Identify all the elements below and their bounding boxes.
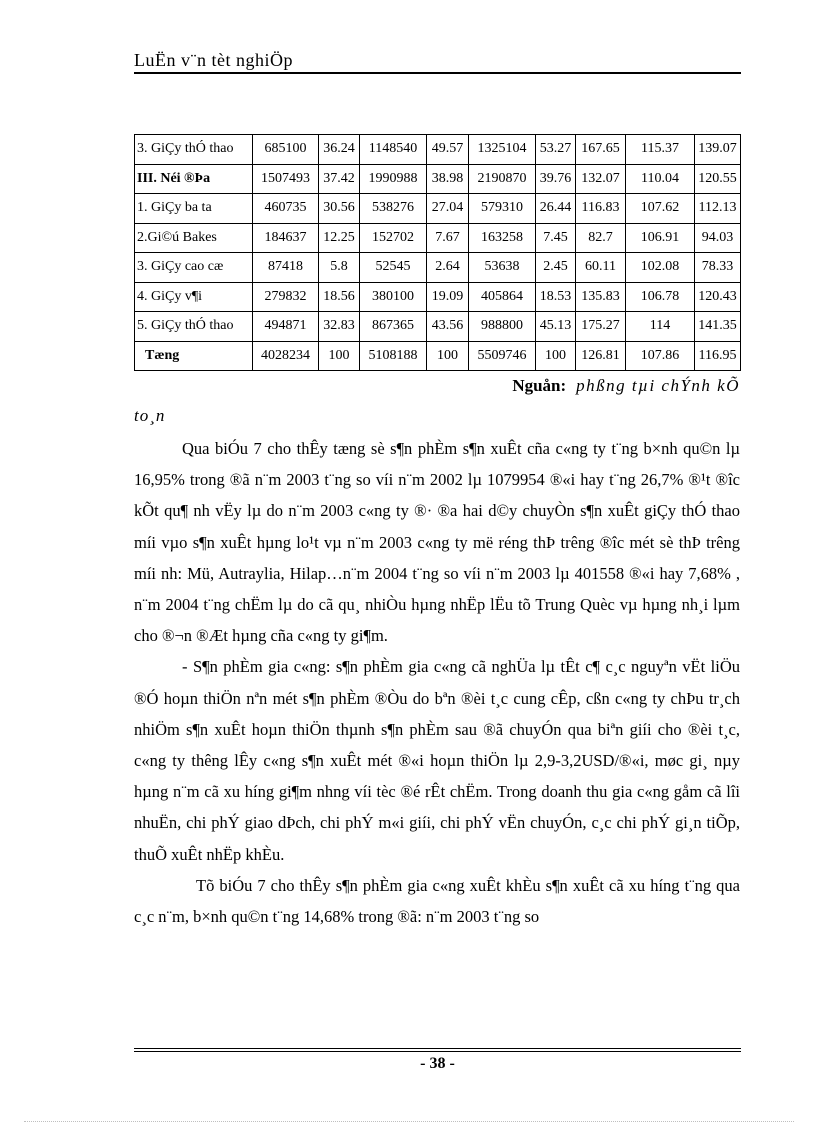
table-cell: 32.83 — [319, 312, 360, 342]
row-label: 1. GiÇy ba ta — [135, 194, 253, 224]
table-cell: 184637 — [253, 223, 319, 253]
row-label: 5. GiÇy thÓ thao — [135, 312, 253, 342]
table-cell: 7.45 — [536, 223, 576, 253]
paragraph: Tõ biÓu 7 cho thÊy s¶n phÈm gia c«ng xuÊt khÈu s¶n xuÊt cã xu híng t¨ng qua c¸c n¨m, b×nh qu©n t¨ng 14,68% trong ®ã: n¨m 2003 t¨ng so — [134, 875, 740, 927]
table-cell: 94.03 — [695, 223, 741, 253]
table-cell: 380100 — [360, 282, 427, 312]
table-cell: 102.08 — [626, 253, 695, 283]
table-cell: 460735 — [253, 194, 319, 224]
table-cell: 100 — [427, 341, 469, 371]
table-source — [134, 376, 740, 396]
page-number: - 38 - — [420, 1055, 455, 1072]
table-cell: 120.43 — [695, 282, 741, 312]
row-label: 2.Gi©ú Bakes — [135, 223, 253, 253]
table-cell: 53.27 — [536, 135, 576, 165]
table-cell: 175.27 — [576, 312, 626, 342]
table-cell: 112.13 — [695, 194, 741, 224]
row-label: 3. GiÇy thÓ thao — [135, 135, 253, 165]
table-cell: 135.83 — [576, 282, 626, 312]
table-row — [135, 135, 741, 165]
footer-rule — [134, 1051, 741, 1052]
table-cell: 107.86 — [626, 341, 695, 371]
table-cell: 12.25 — [319, 223, 360, 253]
table-cell: 60.11 — [576, 253, 626, 283]
table-cell: 1148540 — [360, 135, 427, 165]
source-label: Nguån: — [512, 376, 567, 395]
table-row — [135, 282, 741, 312]
footer-rule — [134, 1048, 741, 1049]
table-cell: 106.91 — [626, 223, 695, 253]
table-cell: 141.35 — [695, 312, 741, 342]
table-cell: 114 — [626, 312, 695, 342]
table-cell: 2.45 — [536, 253, 576, 283]
table-row — [135, 253, 741, 283]
table-cell: 36.24 — [319, 135, 360, 165]
row-label: Tæng — [135, 341, 253, 371]
table-cell: 115.37 — [626, 135, 695, 165]
table-cell: 163258 — [469, 223, 536, 253]
row-label: III. Néi ®Þa — [135, 164, 253, 194]
table-cell: 45.13 — [536, 312, 576, 342]
table-cell: 1990988 — [360, 164, 427, 194]
table-row — [135, 312, 741, 342]
table-cell: 139.07 — [695, 135, 741, 165]
table-cell: 38.98 — [427, 164, 469, 194]
table-cell: 49.57 — [427, 135, 469, 165]
table-cell: 82.7 — [576, 223, 626, 253]
table-cell: 2.64 — [427, 253, 469, 283]
row-label: 4. GiÇy v¶i — [135, 282, 253, 312]
table-cell: 579310 — [469, 194, 536, 224]
table-cell: 120.55 — [695, 164, 741, 194]
table-cell: 988800 — [469, 312, 536, 342]
table-cell: 18.56 — [319, 282, 360, 312]
table-cell: 30.56 — [319, 194, 360, 224]
table-cell: 106.78 — [626, 282, 695, 312]
table-cell: 18.53 — [536, 282, 576, 312]
table-cell: 1507493 — [253, 164, 319, 194]
table-cell: 43.56 — [427, 312, 469, 342]
paragraph: - S¶n phÈm gia c«ng: s¶n phÈm gia c«ng cã nghÜa lµ tÊt c¶ c¸c nguyªn vËt liÖu ®Ó hoµn thiÖn nªn mét s¶n phÈm ®Òu do bªn ®èi t¸c cung cÊp, cßn c«ng ty chÞu tr¸ch nhiÖm s¶n xuÊt hoµn thiÖn thµnh s¶n phÈm sau ®ã chuyÓn qua biªn giíi cho ®èi t¸c, c«ng ty thêng lÊy c«ng s¶n xuÊt mét ®«i hoµn thiÖn lµ 2,9-3,2USD/®«i, møc gi¸ nµy hµng n¨m cã xu híng gi¶m nhng víi tèc ®é rÊt chËm. Trong doanh thu gia c«ng gåm cã lîi nhuËn, chi phÝ giao dÞch, chi phÝ m«i giíi, chi phÝ vËn chuyÓn, c¸c chi phÝ gi¸n tiÕp, thuÕ xuÊt nhËp khÈu. — [134, 657, 740, 864]
table-row — [135, 194, 741, 224]
table-cell: 39.76 — [536, 164, 576, 194]
table-cell: 87418 — [253, 253, 319, 283]
table-cell: 1325104 — [469, 135, 536, 165]
table-cell: 5509746 — [469, 341, 536, 371]
table-cell: 53638 — [469, 253, 536, 283]
page-header-title: LuËn v¨n tèt nghiÖp — [134, 50, 293, 70]
paragraph: Qua biÓu 7 cho thÊy tæng sè s¶n phÈm s¶n xuÊt cña c«ng ty t¨ng b×nh qu©n lµ 16,95% trong ®ã n¨m 2003 t¨ng so víi n¨m 2002 lµ 1079954 ®«i hay t¨ng 26,7% ®¹t ®îc kÕt qu¶ nh vËy lµ do n¨m 2003 c«ng ty ®· ®a hai d©y chuyÒn s¶n xuÊt giÇy thÓ thao míi vµo s¶n xuÊt hµng lo¹t vµ n¨m 2003 c«ng ty më réng thÞ trêng ®îc mét sè thÞ trêng míi nh: Mü, Autraylia, Hilap…n¨m 2004 t¨ng so víi n¨m 2003 lµ 401558 ®«i hay 7,68% , n¨m 2004 t¨ng chËm lµ do cã qu¸ nhiÒu hµng nhËp lËu tõ Trung Quèc vµ hµng nh¸i lµm cho ®¬n ®Æt hµng cña c«ng ty gi¶m. — [134, 439, 740, 646]
table-cell: 5108188 — [360, 341, 427, 371]
header-rule — [134, 72, 741, 74]
table-row — [135, 164, 741, 194]
body-text — [134, 433, 740, 932]
table-cell: 110.04 — [626, 164, 695, 194]
table-cell: 279832 — [253, 282, 319, 312]
table-cell: 26.44 — [536, 194, 576, 224]
table-cell: 78.33 — [695, 253, 741, 283]
table-cell: 37.42 — [319, 164, 360, 194]
production-table — [134, 134, 741, 371]
table-cell: 494871 — [253, 312, 319, 342]
table-cell: 5.8 — [319, 253, 360, 283]
table-cell: 2190870 — [469, 164, 536, 194]
table-cell: 7.67 — [427, 223, 469, 253]
table-cell: 107.62 — [626, 194, 695, 224]
table-cell: 405864 — [469, 282, 536, 312]
source-text: phßng tµi chÝnh kÕ — [576, 376, 740, 395]
table-cell: 126.81 — [576, 341, 626, 371]
table-cell: 116.83 — [576, 194, 626, 224]
page-edge-dotted-line — [24, 1121, 794, 1122]
source-continuation: to¸n — [134, 406, 166, 425]
table-cell: 167.65 — [576, 135, 626, 165]
table-cell: 685100 — [253, 135, 319, 165]
table-cell: 27.04 — [427, 194, 469, 224]
table-cell: 100 — [319, 341, 360, 371]
table-row — [135, 341, 741, 371]
table-cell: 132.07 — [576, 164, 626, 194]
table-cell: 100 — [536, 341, 576, 371]
row-label: 3. GiÇy cao cæ — [135, 253, 253, 283]
table-cell: 19.09 — [427, 282, 469, 312]
table-cell: 867365 — [360, 312, 427, 342]
table-cell: 152702 — [360, 223, 427, 253]
table-cell: 52545 — [360, 253, 427, 283]
table-cell: 116.95 — [695, 341, 741, 371]
table-cell: 538276 — [360, 194, 427, 224]
table-row — [135, 223, 741, 253]
table-cell: 4028234 — [253, 341, 319, 371]
